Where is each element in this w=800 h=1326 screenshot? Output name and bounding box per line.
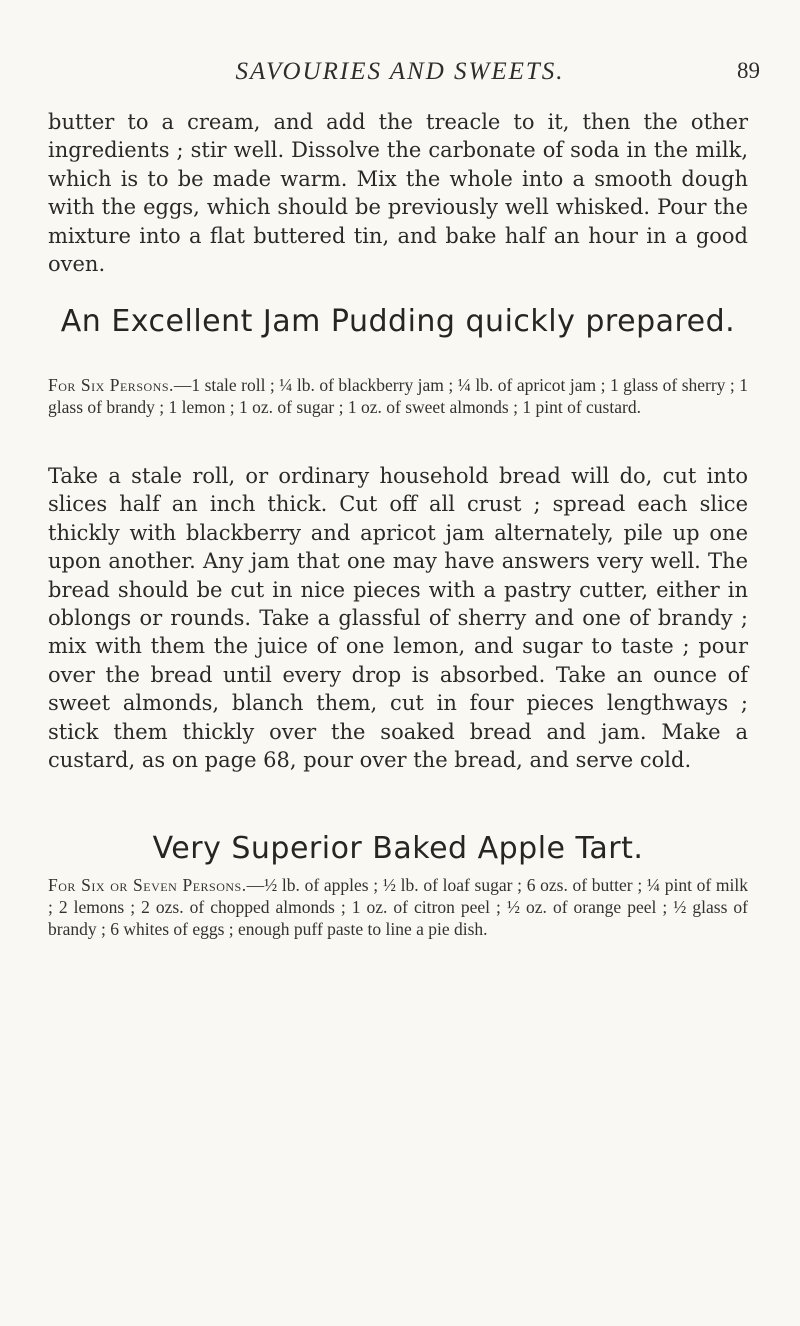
- ingredients-apple-tart: [48, 874, 748, 940]
- running-title: SAVOURIES AND SWEETS.: [235, 58, 565, 85]
- ingredients-list: —1 stale roll ; ¼ lb. of blackberry jam ; ¼ lb. of apricot jam ; 1 glass of sherry ; 1 glass of brandy ; 1 lemon ; 1 oz. of sugar ; 1 oz. of sweet almonds ; 1 pint of custard.: [48, 375, 748, 417]
- ingredients-lead: For Six Persons.: [48, 375, 174, 395]
- intro-paragraph: butter to a cream, and add the treacle to it, then the other ingredients ; stir well. Dissolve the carbonate of soda in the milk, which is to be made warm. Mix the whole into a smooth dough with the eggs, which should be previously well whisked. Pour the mixture into a flat buttered tin, and bake half an hour in a good oven.: [48, 110, 748, 277]
- method-jam-pudding: Take a stale roll, or ordinary household bread will do, cut into slices half an inch thick. Cut off all crust ; spread each slice thickly with blackberry and apricot jam alternately, pile up one upon another. Any jam that one may have answers very well. The bread should be cut in nice pieces with a pastry cutter, either in oblongs or rounds. Take a glassful of sherry and one of brandy ; mix with them the juice of one lemon, and sugar to taste ; pour over the bread until every drop is absorbed. Take an ounce of sweet almonds, blanch them, cut in four pieces lengthways ; stick them thickly over the soaked bread and jam. Make a custard, as on page 68, pour over the bread, and serve cold.: [48, 464, 748, 773]
- recipe-title-apple-tart: Very Superior Baked Apple Tart.: [152, 831, 644, 866]
- ingredients-list: —½ lb. of apples ; ½ lb. of loaf sugar ; 6 ozs. of butter ; ¼ pint of milk ; 2 lemons ; 2 ozs. of chopped almonds ; 1 oz. of citron peel ; ½ oz. of orange peel ; ½ glass of brandy ; 6 whites of eggs ; enough puff paste to line a pie dish.: [48, 875, 748, 939]
- ingredients-lead: For Six or Seven Persons.: [48, 875, 247, 895]
- recipe-title-jam-pudding: An Excellent Jam Pudding quickly prepared.: [60, 304, 736, 339]
- running-header: [0, 58, 800, 92]
- page-number: 89: [737, 58, 760, 83]
- ingredients-jam-pudding: [48, 374, 748, 418]
